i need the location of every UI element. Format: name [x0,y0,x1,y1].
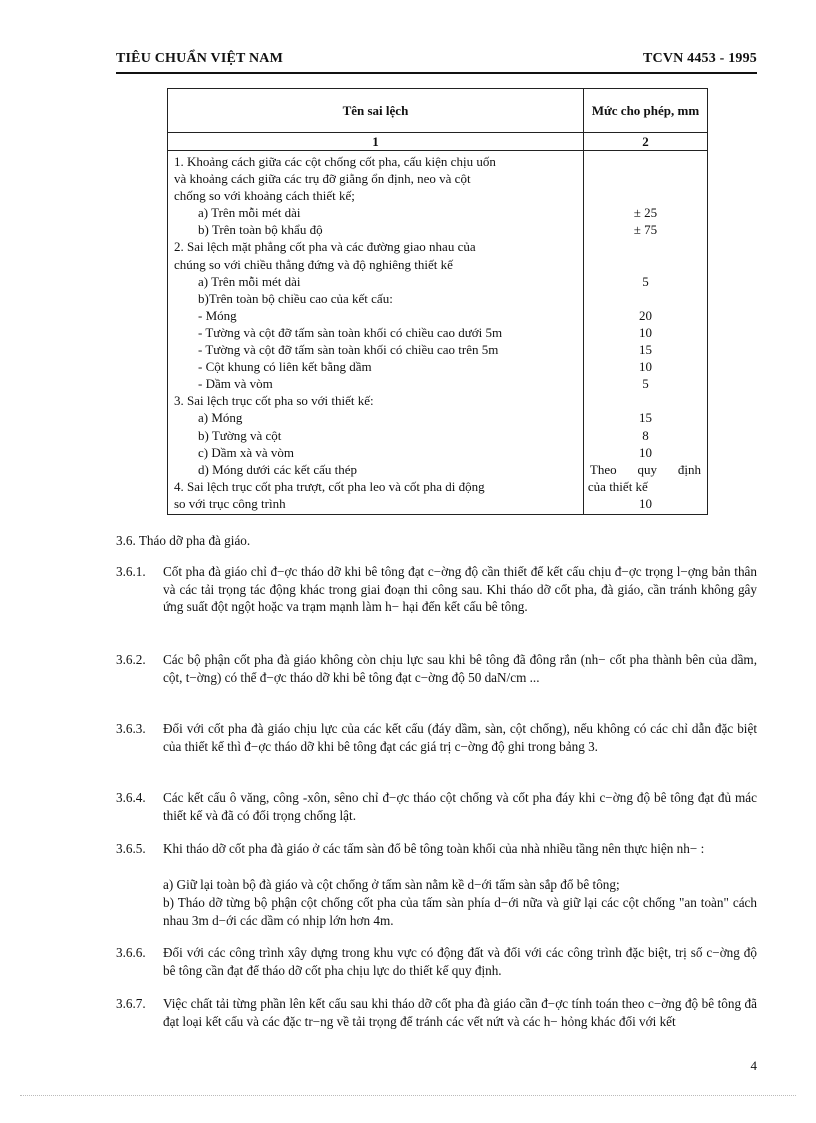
table-row-value: 5 [642,376,649,392]
clause-number: 3.6.4. [116,790,146,805]
table-row-text: d) Móng dưới các kết cấu thép [198,461,358,477]
table-row-value [584,170,707,187]
table-row-text: - Cột khung có liên kết bằng dầm [198,359,372,375]
clause-3-6-4 [116,789,757,824]
col2-header: Mức cho phép, mm [583,89,707,133]
clause-number: 3.6.3. [116,721,146,736]
clause-text: Khi tháo dỡ cốt pha đà giáo ở các tấm sàn đổ bê tông toàn khối của nhà nhiều tầng nên thực hiện nh− : [163,841,705,856]
clause-3-6-7 [116,995,757,1030]
clause-number: 3.6.5. [116,841,146,856]
table-row-value: ± 75 [633,222,658,238]
table-row-text: 1. Khoảng cách giữa các cột chống cốt pha, cấu kiện chịu uốn [174,154,496,169]
table-row-text: a) Trên mỗi mét dài [198,273,301,289]
clause-number: 3.6.1. [116,564,146,579]
table-row-text: a) Trên mỗi mét dài [198,205,301,221]
table-row-value [584,392,707,409]
table-row-value: Theo quy định [589,461,701,477]
clause-3-6-6 [116,944,757,979]
table-row-text: 3. Sai lệch trục cốt pha so với thiết kế: [174,393,374,409]
page-number: 4 [750,1058,757,1073]
col2-number: 2 [583,133,707,151]
allowed-values-cell [583,151,707,515]
table-row-value: 15 [638,410,652,426]
table-row-text: so với trục công trình [174,495,286,511]
clause-3-6-5 [116,840,757,858]
table-body-row [168,151,708,515]
clause-text: Các kết cấu ô văng, công -xôn, sêno chỉ đ−ợc tháo cột chống và cốt pha đáy khi c−ờng độ bê tông đạt đủ mác thiết kế và đã có đối trọng chống lật. [163,790,757,823]
table-row-value [584,290,707,307]
clause-text: Cốt pha đà giáo chỉ đ−ợc tháo dỡ khi bê tông đạt c−ờng độ cần thiết để kết cấu chịu đ−ợc trọng l−ợng bản thân và các tải trọng tác động khác trong giai đoạn thi công sau. Khi tháo dỡ cốt pha, đà giáo, cần tránh không gây ứng suất đột ngột hoặc va trạm mạnh làm h− hại đến kết cấu bê tông. [163,564,757,614]
table-row-text: 4. Sai lệch trục cốt pha trượt, cốt pha leo và cốt pha di động [174,478,485,494]
table-row-value: 20 [638,307,652,323]
table-row-text: - Dầm và vòm [198,376,273,392]
clause-number: 3.6.6. [116,945,146,960]
table-row-value: ± 25 [633,205,658,221]
table-row-text: b) Trên toàn bộ khẩu độ [198,222,323,238]
section-heading: 3.6. [116,533,136,548]
table-row-value: 10 [638,359,652,375]
tolerance-table [167,88,708,515]
table-row-value: của thiết kế [587,478,648,494]
clause-3-6-1 [116,563,757,616]
col1-header: Tên sai lệch [168,89,584,133]
table-row-text: b) Tường và cột [198,427,282,443]
clause-number: 3.6.2. [116,652,146,667]
page-break-divider [20,1095,796,1096]
table-row-value: 8 [642,427,649,443]
table-row-value: 10 [638,444,652,460]
clause-3-6-5-item-b: b) Tháo dỡ từng bộ phận cột chống cốt pha của tấm sàn phía d−ới nữa và giữ lại các cột chống "an toàn" cách nhau 3m d−ới các dầm có nhịp lớn hơn 4m. [163,895,757,928]
table-number-row [168,133,708,151]
clause-text: Đối với cốt pha đà giáo chịu lực của các kết cấu (đáy dầm, sàn, cột chống), nếu không có các chỉ dẫn đặc biệt của thiết kế thì đ−ợc tháo dỡ khi bê tông đạt các giá trị c−ờng độ ghi trong bảng 3. [163,721,757,754]
table-row-text: chống so với khoảng cách thiết kế; [174,188,355,204]
table-row-text: a) Móng [198,410,243,426]
table-row-text: và khoảng cách giữa các trụ đỡ giằng ổn định, neo và cột [174,171,471,187]
table-row-text: b)Trên toàn bộ chiều cao của kết cấu: [198,290,393,306]
clause-text: Đối với các công trình xây dựng trong khu vực có động đất và đối với các công trình đặc biệt, trị số c−ờng độ bê tông cần đạt để tháo dỡ cốt pha chịu lực do thiết kế quy định. [163,945,757,978]
table-row-value: 15 [638,342,652,358]
clause-3-6-2 [116,651,757,686]
deviation-names-cell [168,151,584,515]
table-header-row [168,89,708,133]
clause-3-6-3 [116,720,757,755]
clause-text: Việc chất tải từng phần lên kết cấu sau khi tháo dỡ cốt pha đà giáo cần đ−ợc tính toán theo c−ờng độ bê tông đã đạt loại kết cấu và các đặc tr−ng về tải trọng để tránh các vết nứt và các h− hỏng khác đối với kết [163,996,757,1029]
table-row-value: 10 [638,324,652,340]
table-row-text: - Tường và cột đỡ tấm sàn toàn khối có chiều cao dưới 5m [198,324,503,340]
table-row-value: 5 [642,273,649,289]
table-row-text: - Tường và cột đỡ tấm sàn toàn khối có chiều cao trên 5m [198,342,499,358]
clause-3-6-5-item-a: a) Giữ lại toàn bộ đà giáo và cột chống ở tấm sàn nằm kề d−ới tấm sàn sắp đổ bê tông; [163,877,620,892]
table-row-text: 2. Sai lệch mặt phẳng cốt pha và các đường giao nhau của [174,239,476,255]
header-standard-title: TIÊU CHUẨN VIỆT NAM [116,51,284,66]
section-heading-text: Tháo dỡ pha đà giáo. [138,533,251,548]
table-row-value [584,187,707,204]
table-row-text: - Móng [198,307,237,323]
table-row-text: c) Dầm xà và vòm [198,444,295,460]
clause-number: 3.6.7. [116,996,146,1011]
page-header [116,50,757,74]
clause-text: Các bộ phận cốt pha đà giáo không còn chịu lực sau khi bê tông đã đông rắn (nh− cốt pha thành bên của dầm, cột, t−ờng) có thể đ−ợc tháo dỡ khi bê tông đạt c−ờng độ 50 daN/cm ... [163,652,757,685]
col1-number: 1 [168,133,584,151]
table-row-value [584,153,707,170]
table-row-value [584,238,707,255]
section-3-6 [116,532,757,550]
header-standard-code: TCVN 4453 - 1995 [642,51,757,66]
table-row-value [584,256,707,273]
table-row-text: chúng so với chiều thẳng đứng và độ nghiêng thiết kế [174,256,453,272]
table-row-value: 10 [638,495,652,511]
